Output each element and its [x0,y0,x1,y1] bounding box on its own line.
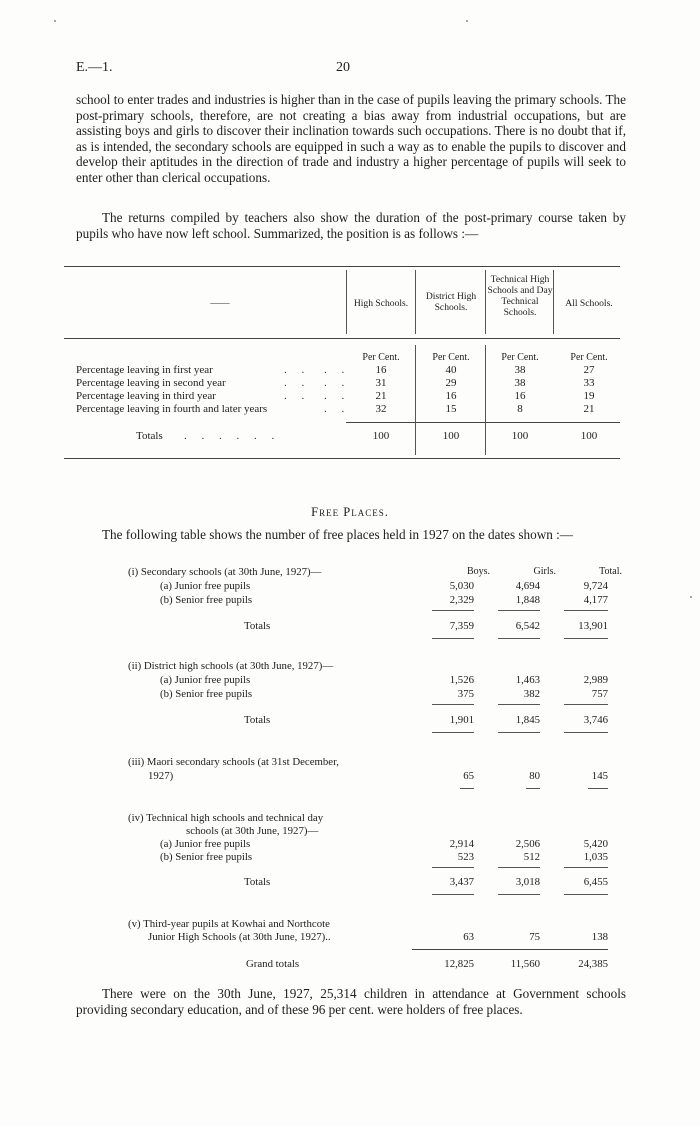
cell: 40 [445,364,457,376]
unit-label: Per Cent. [362,352,400,363]
group-heading: (i) Secondary schools (at 30th June, 1927)— [128,566,322,578]
column-header: Boys. [466,566,490,577]
row-label: (a) Junior free pupils [160,580,251,592]
sum-rule [432,610,474,611]
sum-rule [564,894,608,895]
leader-dots: . . [284,377,311,389]
group-heading: (iv) Technical high schools and technical day [128,812,324,824]
cell: 5,420 [583,838,608,850]
scan-speck [690,596,692,598]
cell: 138 [591,931,608,943]
cell: 75 [529,931,540,943]
body-paragraph: school to enter trades and industries is higher than in the case of pupils leaving the primary schools. The post-primary schools, therefore, are not creating a bias away from industrial occupations, but are assisting boys and girls to discover their inclination towards such occupations. There is no doubt that if, as is intended, the secondary schools are equipped in such a way as to enable the pupils to discover and develop their aptitudes in the direction of trade and industry a higher percentage of pupils will seek to enter other than clerical occupations. [76,92,626,185]
section-title: Free Places. [311,505,389,519]
total-cell: 3,437 [449,876,474,888]
table-bottom-rule [64,458,620,459]
cell: 21 [375,390,387,402]
group-heading: (iii) Maori secondary schools (at 31st December, [128,756,339,768]
sum-rule [498,894,540,895]
column-header: Girls. [533,566,556,577]
row-label: Percentage leaving in third year [76,390,216,402]
sum-rule [432,704,474,705]
total-cell: 100 [372,430,390,442]
row-label: (b) Senior free pupils [160,594,253,606]
cell: 33 [583,377,595,389]
column-header: District High Schools. [425,291,477,313]
unit-label: Per Cent. [501,352,539,363]
totals-label: Totals [244,876,271,888]
group-heading-cont: schools (at 30th June, 1927)— [186,825,319,837]
sum-rule [432,732,474,733]
sum-rule [564,867,608,868]
total-cell: 6,542 [515,620,540,632]
column-divider [485,345,486,455]
group-heading-cont: Junior High Schools (at 30th June, 1927).. [148,931,331,943]
total-cell: 3,018 [515,876,540,888]
grand-total-cell: 12,825 [444,958,474,970]
cell: 38 [514,364,526,376]
cell: 2,329 [449,594,474,606]
group-heading: (v) Third-year pupils at Kowhai and Northcote [128,918,330,930]
cell: 512 [523,851,540,863]
table-top-rule [64,266,620,267]
grand-total-cell: 24,385 [578,958,608,970]
body-paragraph: The returns compiled by teachers also show the duration of the post-primary course taken by pupils who have now left school. Summarized, the position is as follows :— [76,210,626,241]
column-header: High Schools. [353,298,409,309]
group-heading-cont: 1927) [148,770,174,782]
unit-label: Per Cent. [432,352,470,363]
cell: 757 [591,688,608,700]
unit-label: Per Cent. [570,352,608,363]
cell: 31 [375,377,387,389]
table-head-rule [64,338,620,339]
cell: 145 [591,770,608,782]
totals-label: Totals [244,714,271,726]
scan-speck [54,20,56,22]
grand-total-cell: 11,560 [510,958,540,970]
cell: 1,463 [515,674,540,686]
total-cell: 1,901 [449,714,474,726]
total-cell: 100 [442,430,460,442]
group-heading: (ii) District high schools (at 30th June, 1927)— [128,660,334,672]
leader-dots: . . [284,364,311,376]
cell: 2,914 [449,838,474,850]
cell: 2,989 [583,674,608,686]
grand-total-rule [412,949,608,950]
total-cell: 3,746 [583,714,608,726]
sum-rule [498,867,540,868]
row-label: (a) Junior free pupils [160,674,251,686]
cell: 2,506 [515,838,540,850]
cell: 8 [517,403,523,415]
row-label: Percentage leaving in fourth and later years [76,403,268,415]
cell: 4,177 [583,594,608,606]
cell: 1,035 [583,851,608,863]
column-divider [553,270,554,334]
sum-rule [526,788,540,789]
cell: 382 [523,688,540,700]
leader-dots: . . . . . . [184,430,281,442]
row-label: (b) Senior free pupils [160,688,253,700]
column-header: Total. [599,566,622,577]
sum-rule [564,704,608,705]
sum-rule [564,732,608,733]
cell: 1,848 [515,594,540,606]
totals-label: Totals [244,620,271,632]
sum-rule [432,894,474,895]
cell: 63 [463,931,474,943]
total-cell: 1,845 [515,714,540,726]
cell: 523 [457,851,474,863]
page-number: 20 [336,60,350,75]
grand-totals-label: Grand totals [246,958,300,970]
total-cell: 100 [511,430,529,442]
leader-dots: . . [324,390,351,402]
cell: 16 [375,364,387,376]
column-divider [415,345,416,455]
report-code: E.—1. [76,60,113,75]
column-divider [485,270,486,334]
column-divider [415,270,416,334]
cell: 21 [583,403,595,415]
cell: 65 [463,770,474,782]
column-divider [346,270,347,334]
sum-rule [564,610,608,611]
sum-rule [498,638,540,639]
scan-speck [466,20,468,22]
column-header: All Schools. [565,298,613,309]
column-header: Technical High Schools and Day Technical Schools. [487,274,553,318]
leader-dots: . . [324,377,351,389]
sum-rule [498,610,540,611]
cell: 16 [514,390,526,402]
sum-rule [498,704,540,705]
total-cell: 7,359 [449,620,474,632]
total-cell: 100 [580,430,598,442]
table-totals-rule [346,422,620,423]
cell: 29 [445,377,457,389]
cell: 1,526 [449,674,474,686]
cell: 9,724 [583,580,608,592]
cell: 19 [583,390,595,402]
cell: 16 [445,390,457,402]
cell: 4,694 [515,580,540,592]
cell: 5,030 [449,580,474,592]
cell: 375 [457,688,474,700]
row-label: (b) Senior free pupils [160,851,253,863]
leader-dots: . . [324,364,351,376]
cell: 32 [375,403,387,415]
stub-header: —— [210,298,230,309]
section-intro: The following table shows the number of free places held in 1927 on the dates shown :— [102,527,573,542]
row-label: (a) Junior free pupils [160,838,251,850]
sum-rule [498,732,540,733]
sum-rule [564,638,608,639]
row-label: Percentage leaving in second year [76,377,226,389]
leader-dots: . . [324,403,351,415]
cell: 38 [514,377,526,389]
sum-rule [432,638,474,639]
leader-dots: . . [284,390,311,402]
cell: 80 [529,770,540,782]
row-label: Percentage leaving in first year [76,364,213,376]
total-cell: 13,901 [578,620,608,632]
sum-rule [432,867,474,868]
total-cell: 6,455 [583,876,608,888]
sum-rule [460,788,474,789]
cell: 27 [583,364,595,376]
totals-label: Totals [136,430,163,442]
sum-rule [588,788,608,789]
cell: 15 [445,403,457,415]
closing-paragraph: There were on the 30th June, 1927, 25,314 children in attendance at Government schools providing secondary education, and of these 96 per cent. were holders of free places. [76,986,626,1017]
